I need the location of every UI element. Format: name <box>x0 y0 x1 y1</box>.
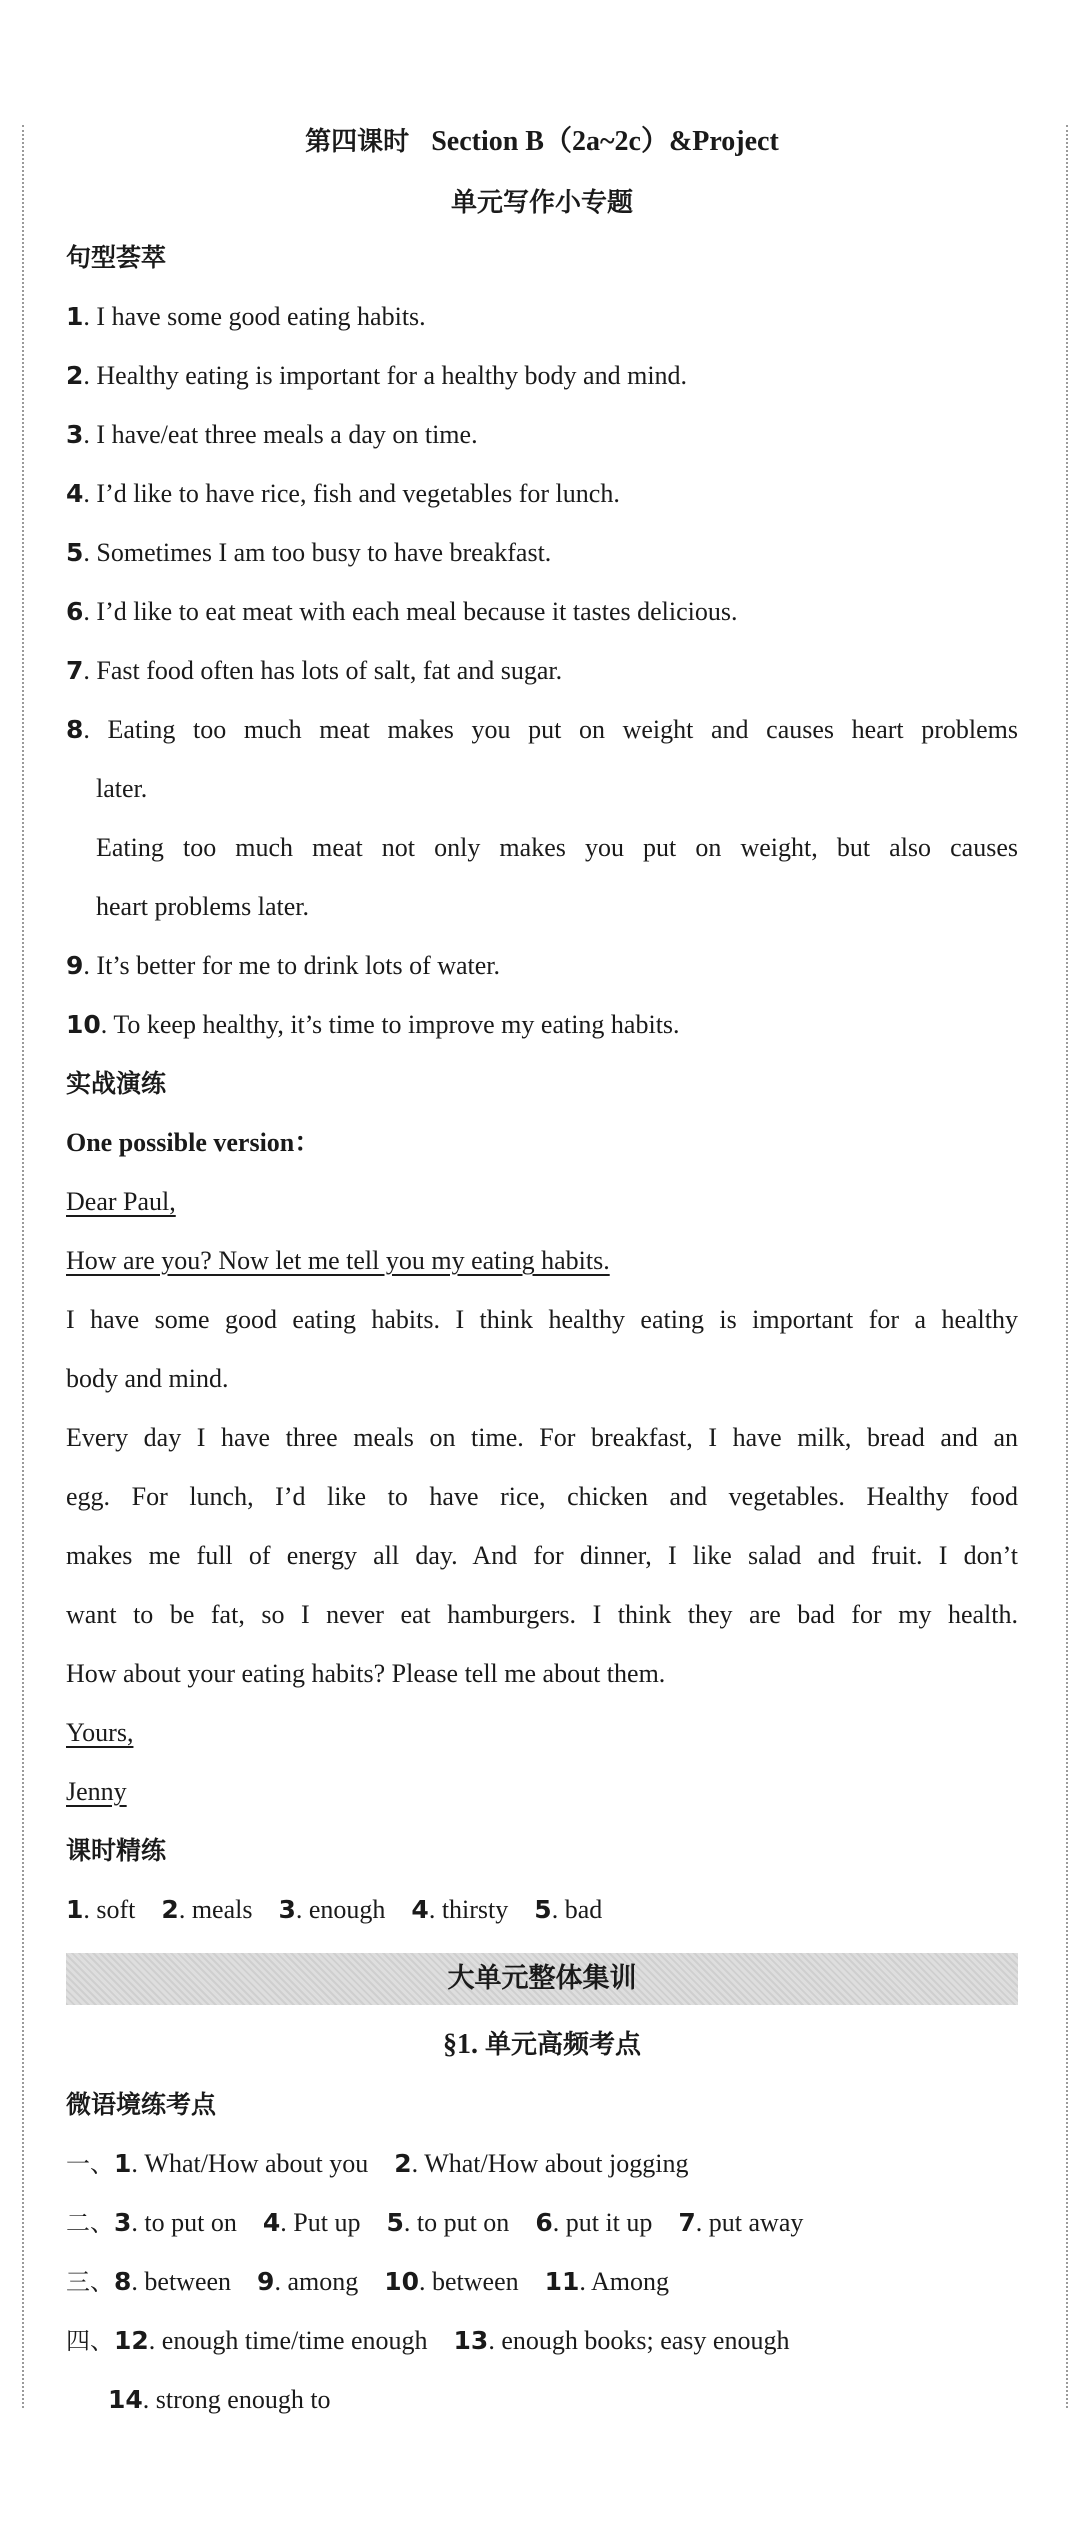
answer-number: 3 <box>114 2208 132 2237</box>
group-mark: 四、 <box>66 2327 114 2355</box>
answer-item: 5. bad <box>534 1895 603 1924</box>
answer-text: What/How about you <box>144 2149 369 2178</box>
answer-number: 8 <box>114 2267 132 2296</box>
answer-text: enough books; easy enough <box>501 2326 790 2355</box>
answer-item: 3. enough <box>278 1895 386 1924</box>
answer-text: meals <box>191 1895 253 1924</box>
item-text: I’d like to eat meat with each meal because it tastes delicious. <box>96 597 738 626</box>
answer-item: 4. Put up <box>262 2208 361 2237</box>
answer-number: 7 <box>678 2208 696 2237</box>
answer-number: 4 <box>262 2208 281 2237</box>
group-mark: 二、 <box>66 2209 114 2237</box>
sentence-item: 7. Fast food often has lots of salt, fat and sugar. <box>66 656 563 685</box>
item-number: 10 <box>66 1010 101 1039</box>
item-number: 5 <box>66 538 84 567</box>
lesson-subtitle: 单元写作小专题 <box>450 188 633 218</box>
lesson-title-cn: 第四课时 <box>305 127 410 157</box>
sentence-item: 3. I have/eat three meals a day on time. <box>66 420 478 449</box>
answer-number: 12 <box>114 2326 149 2355</box>
version-label: One possible version： <box>66 1128 321 1157</box>
sentence-item: 6. I’d like to eat meat with each meal because it tastes delicious. <box>66 597 738 626</box>
sentence-item: 4. I’d like to have rice, fish and vegetables for lunch. <box>66 479 620 508</box>
left-dotted-margin <box>22 125 24 2408</box>
answer-text: Put up <box>293 2208 361 2237</box>
letter-body-line: makes me full of energy all day. And for dinner, I like salad and fruit. I don’t <box>66 1541 1018 1570</box>
section-title <box>66 2015 1018 2075</box>
item-text: Eating too much meat makes you put on weight and causes heart problems <box>107 715 1019 744</box>
answer-text: What/How about jogging <box>424 2149 689 2178</box>
answer-number: 3 <box>278 1895 296 1924</box>
item-text: I’d like to have rice, fish and vegetables for lunch. <box>96 479 620 508</box>
drill-answers <box>66 1880 1018 1939</box>
answer-number: 6 <box>535 2208 553 2237</box>
answer-group <box>66 2134 1018 2193</box>
section-title-text: 单元高频考点 <box>484 2030 641 2060</box>
answer-number: 13 <box>453 2326 489 2355</box>
sentence-item: 5. Sometimes I am too busy to have breakfast. <box>66 538 552 567</box>
answer-item: 3. to put on <box>114 2208 237 2237</box>
letter-body-line: egg. For lunch, I’d like to have rice, chicken and vegetables. Healthy food <box>66 1482 1018 1511</box>
answer-item: 10. between <box>384 2267 519 2296</box>
micro-context-heading: 微语境练考点 <box>66 2090 217 2119</box>
answer-item: 13. enough books; easy enough <box>453 2326 790 2355</box>
group-mark: 一、 <box>66 2150 114 2178</box>
item-number: 7 <box>66 656 84 685</box>
answer-item: 1. What/How about you <box>114 2149 369 2178</box>
answer-group <box>66 2193 1018 2252</box>
item-text: It’s better for me to drink lots of water. <box>96 951 501 980</box>
answer-item: 1. soft <box>66 1895 136 1924</box>
letter-signature <box>66 1762 1018 1821</box>
answer-number: 5 <box>386 2208 404 2237</box>
section-number: §1. <box>442 2029 478 2060</box>
letter-body-line: Every day I have three meals on time. For breakfast, I have milk, bread and an <box>66 1423 1018 1452</box>
answer-item: 2. What/How about jogging <box>394 2149 689 2178</box>
answer-number: 5 <box>534 1895 552 1924</box>
letter-body-line: I have some good eating habits. I think healthy eating is important for a healthy <box>66 1305 1018 1334</box>
letter-greeting <box>66 1172 1018 1231</box>
sentence-item: 10. To keep healthy, it’s time to improve my eating habits. <box>66 1010 680 1039</box>
greeting-text: Dear Paul, <box>66 1187 176 1216</box>
answer-page <box>66 112 1018 2429</box>
item-number: 4 <box>66 479 84 508</box>
opening-text: How are you? Now let me tell you my eating habits. <box>66 1246 610 1275</box>
letter-opening <box>66 1231 1018 1290</box>
answer-text: strong enough to <box>155 2385 331 2414</box>
letter-body-line: body and mind. <box>66 1364 229 1393</box>
right-dotted-margin <box>1066 125 1068 2408</box>
answer-item: 4. thirsty <box>411 1895 509 1924</box>
answer-text: between <box>144 2267 232 2296</box>
answer-item: 5. to put on <box>386 2208 510 2237</box>
answer-group-continuation <box>66 2370 1018 2429</box>
practice-heading: 实战演练 <box>66 1069 167 1098</box>
answer-number: 1 <box>66 1895 84 1924</box>
sentence-alternative: Eating too much meat not only makes you put on weight, but also causes <box>96 833 1018 862</box>
letter-closing <box>66 1703 1018 1762</box>
item-text: I have/eat three meals a day on time. <box>96 420 478 449</box>
sentence-item: 9. It’s better for me to drink lots of water. <box>66 951 501 980</box>
item-number: 1 <box>66 302 84 331</box>
answer-group <box>66 2252 1018 2311</box>
answer-number: 4 <box>411 1895 429 1924</box>
answer-number: 1 <box>114 2149 132 2178</box>
sentences-heading: 句型荟萃 <box>66 243 167 272</box>
item-number: 2 <box>66 361 84 390</box>
item-text: To keep healthy, it’s time to improve my eating habits. <box>113 1010 680 1039</box>
item-text: Sometimes I am too busy to have breakfast. <box>96 538 552 567</box>
answer-text: put away <box>708 2208 804 2237</box>
answer-item: 11. Among <box>544 2267 669 2296</box>
answer-text: between <box>432 2267 519 2296</box>
item-number: 6 <box>66 597 84 626</box>
answer-text: to put on <box>144 2208 237 2237</box>
answer-text: soft <box>96 1895 136 1924</box>
answer-text: put it up <box>565 2208 653 2237</box>
answer-item: 7. put away <box>678 2208 804 2237</box>
letter-body-line: want to be fat, so I never eat hamburgers. I think they are bad for my health. <box>66 1600 1018 1629</box>
answer-item: 12. enough time/time enough <box>114 2326 428 2355</box>
answer-number: 11 <box>544 2267 580 2296</box>
item-text: Fast food often has lots of salt, fat and sugar. <box>96 656 563 685</box>
answer-text: enough <box>308 1895 386 1924</box>
drill-heading: 课时精练 <box>66 1836 167 1865</box>
item-number: 8 <box>66 715 84 744</box>
sentence-item: 1. I have some good eating habits. <box>66 302 426 331</box>
item-number: 3 <box>66 420 84 449</box>
lesson-title <box>66 112 1018 172</box>
answer-item: 2. meals <box>161 1895 253 1924</box>
sentence-item: 2. Healthy eating is important for a healthy body and mind. <box>66 361 688 390</box>
answer-group <box>66 2311 1018 2370</box>
answer-number: 9 <box>257 2267 275 2296</box>
answer-text: enough time/time enough <box>161 2326 428 2355</box>
answer-number: 10 <box>384 2267 419 2296</box>
letter-body-line: How about your eating habits? Please tell me about them. <box>66 1659 666 1688</box>
closing-text: Yours, <box>66 1718 134 1747</box>
sentence-continuation: later. <box>96 774 148 803</box>
unit-training-banner: 大单元整体集训 <box>66 1953 1018 2005</box>
item-number: 9 <box>66 951 84 980</box>
answer-text: bad <box>564 1895 603 1924</box>
group-mark: 三、 <box>66 2268 114 2296</box>
answer-text: Among <box>591 2267 669 2296</box>
sentence-item: 8. Eating too much meat makes you put on weight and causes heart problems <box>66 715 1019 744</box>
answer-text: among <box>287 2267 359 2296</box>
answer-text: to put on <box>416 2208 510 2237</box>
sentence-alternative-continuation: heart problems later. <box>96 892 309 921</box>
answer-number: 2 <box>161 1895 179 1924</box>
answer-item: 14. strong enough to <box>108 2385 331 2414</box>
answer-text: thirsty <box>441 1895 509 1924</box>
item-text: I have some good eating habits. <box>96 302 426 331</box>
answer-item: 9. among <box>257 2267 359 2296</box>
item-text: Healthy eating is important for a healthy body and mind. <box>96 361 688 390</box>
answer-number: 2 <box>394 2149 412 2178</box>
lesson-title-en: Section B（2a~2c）&Project <box>431 126 779 157</box>
answer-number: 14 <box>108 2385 143 2414</box>
signature-text: Jenny <box>66 1777 127 1806</box>
answer-item: 6. put it up <box>535 2208 653 2237</box>
answer-item: 8. between <box>114 2267 232 2296</box>
